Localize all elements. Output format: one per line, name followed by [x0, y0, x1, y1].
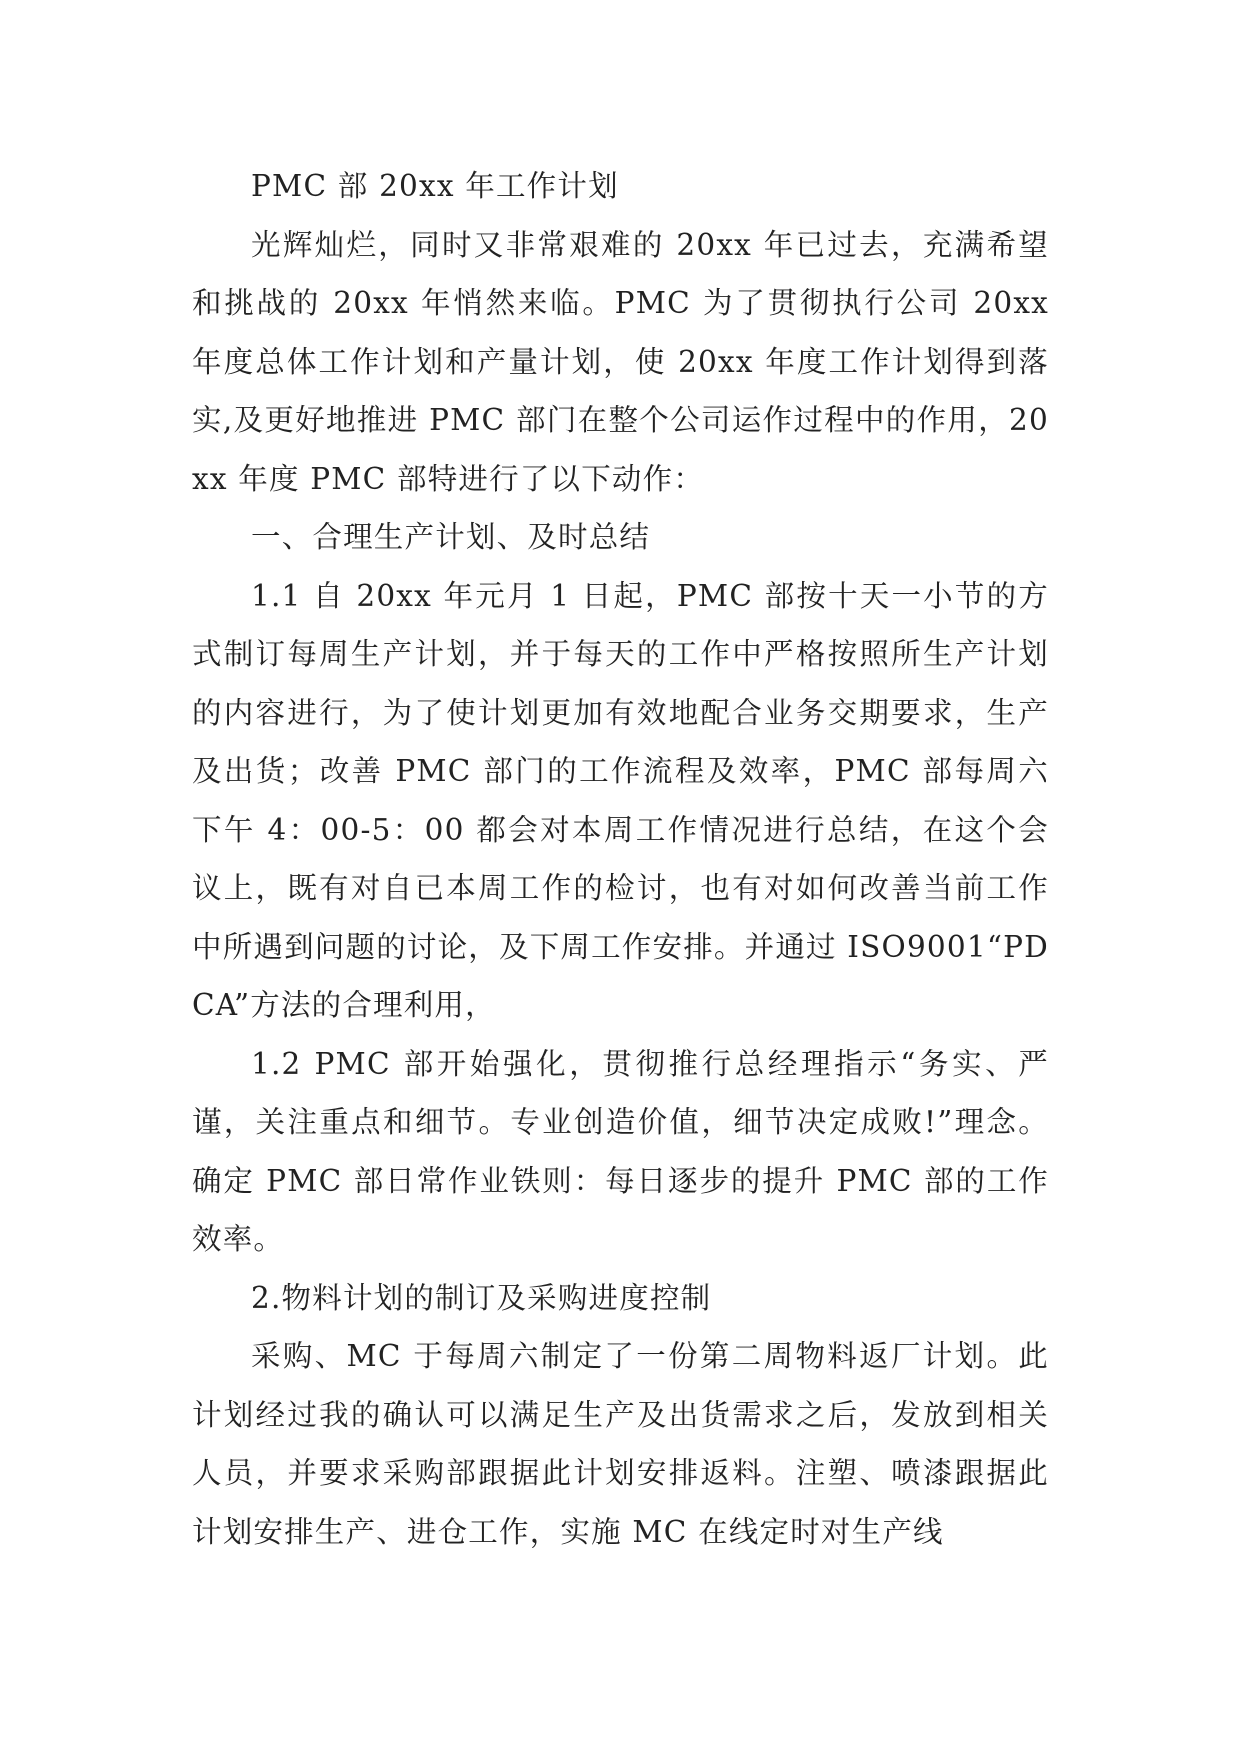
document-title: PMC 部 20xx 年工作计划	[251, 169, 619, 203]
paragraph-1-2: 1.2 PMC 部开始强化，贯彻推行总经理指示“务实、严谨，关注重点和细节。专业创造价值，细节决定成败!”理念。确定 PMC 部日常作业铁则：每日逐步的提升 PMC 部的工作效率。	[192, 1046, 1049, 1256]
intro-paragraph: 光辉灿烂，同时又非常艰难的 20xx 年已过去，充满希望和挑战的 20xx 年悄然来临。PMC 为了贯彻执行公司 20xx 年度总体工作计划和产量计划，使 20xx 年度工作计划得到落实,及更好地推进 PMC 部门在整个公司运作过程中的作用，20xx 年度 PMC 部特进行了以下动作：	[192, 227, 1049, 496]
paragraph-2: 采购、MC 于每周六制定了一份第二周物料返厂计划。此计划经过我的确认可以满足生产及出货需求之后，发放到相关人员，并要求采购部跟据此计划安排返料。注塑、喷漆跟据此计划安排生产、进仓工作，实施 MC 在线定时对生产线	[192, 1339, 1049, 1549]
document-body	[192, 157, 1049, 1561]
section-heading-1: 一、合理生产计划、及时总结	[251, 520, 651, 554]
paragraph-1-1: 1.1 自 20xx 年元月 1 日起，PMC 部按十天一小节的方式制订每周生产计划，并于每天的工作中严格按照所生产计划的内容进行，为了使计划更加有效地配合业务交期要求，生产及出货；改善 PMC 部门的工作流程及效率，PMC 部每周六下午 4：00-5：00 都会对本周工作情况进行总结，在这个会议上，既有对自已本周工作的检讨，也有对如何改善当前工作中所遇到问题的讨论，及下周工作安排。并通过 ISO9001“PDCA”方法的合理利用，	[192, 578, 1049, 1022]
section-heading-2: 2.物料计划的制订及采购进度控制	[251, 1280, 712, 1315]
